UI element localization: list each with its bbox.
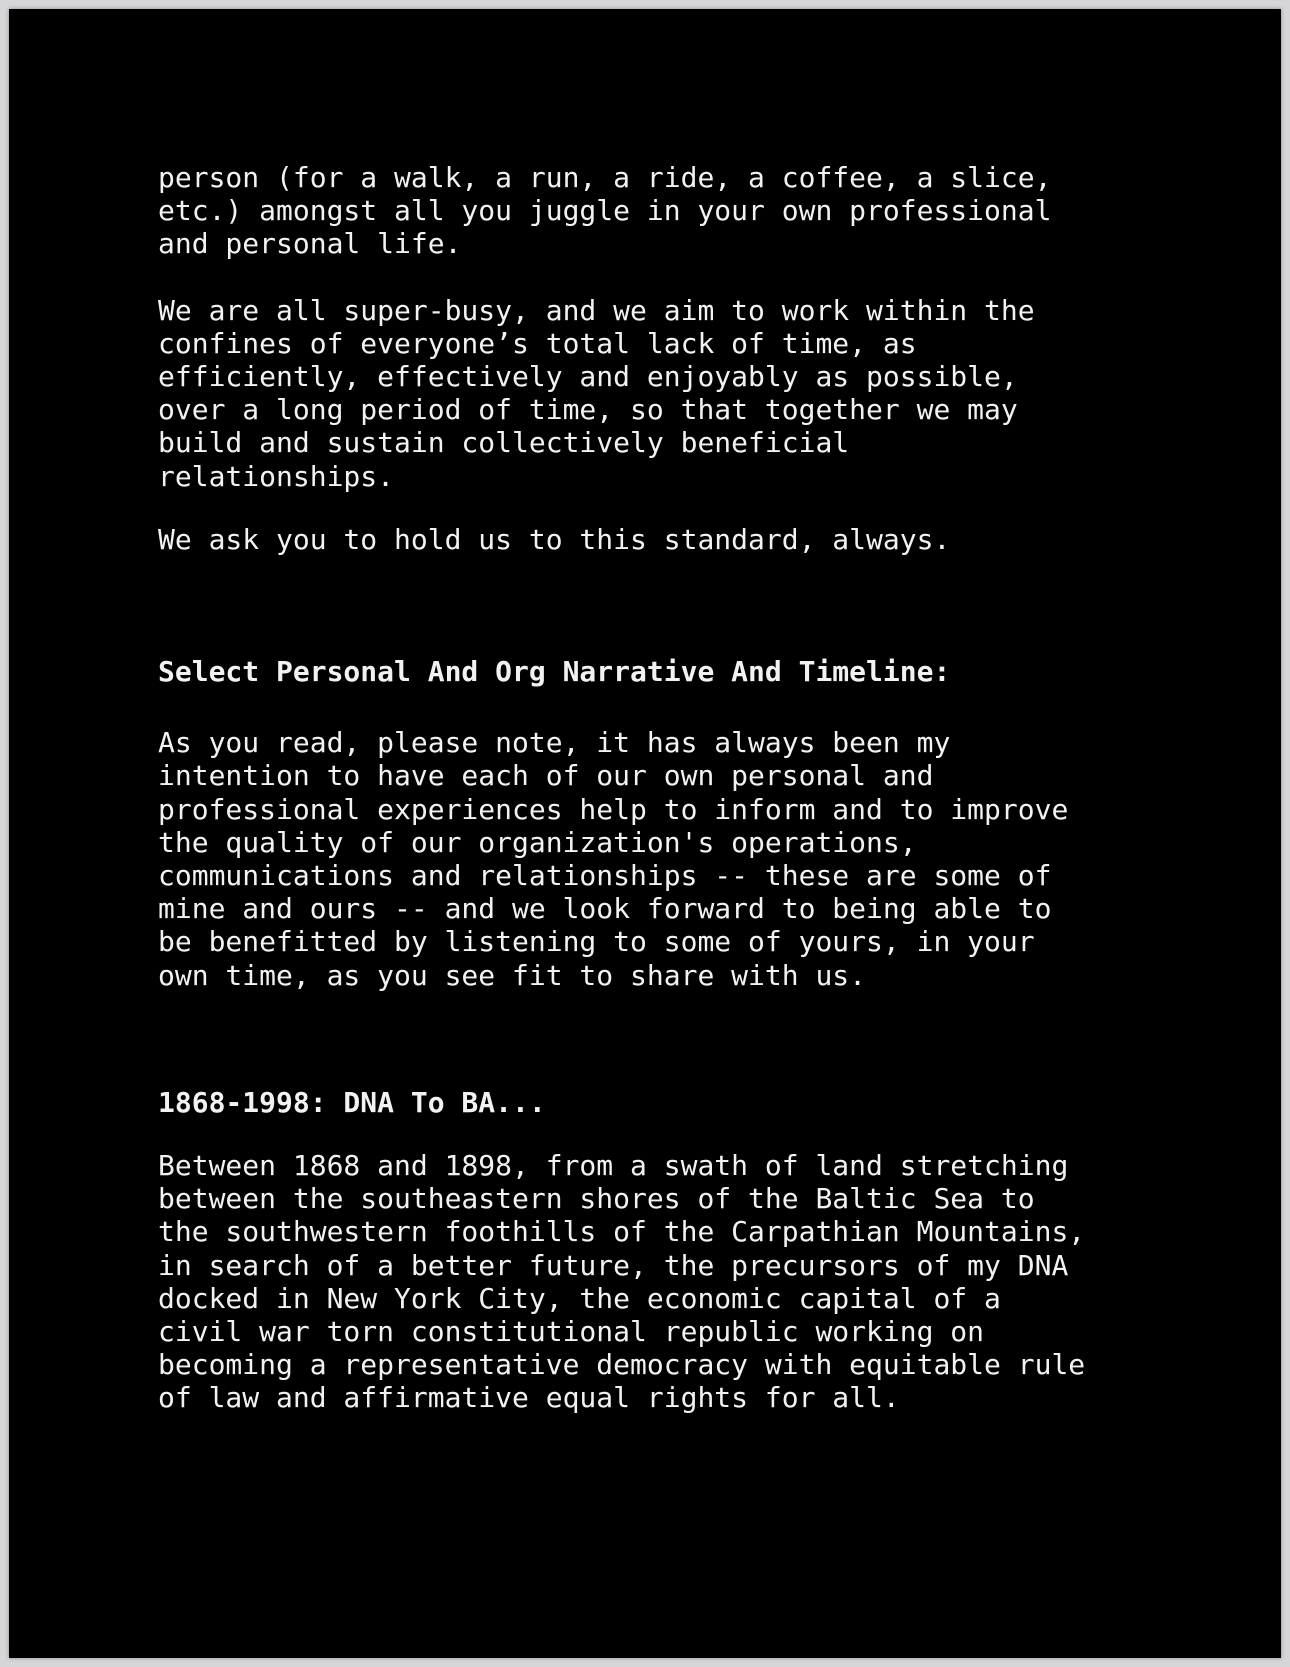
paragraph-intro-continuation: person (for a walk, a run, a ride, a coffee, a slice, etc.) amongst all you juggle in your own professional and personal life. xyxy=(158,161,1052,261)
section-heading-narrative: Select Personal And Org Narrative And Timeline: xyxy=(158,655,951,689)
paragraph-standard: We ask you to hold us to this standard, always. xyxy=(158,522,951,556)
document-body xyxy=(158,161,1158,1415)
paragraph-narrative-intro: As you read, please note, it has always been my intention to have each of our own personal and professional experiences help to inform and to improve the quality of our organization's operations, communications and relationships -- these are some of mine and ours -- and we look forward to being able to be benefitted by listening to some of yours, in your own time, as you see fit to share with us. xyxy=(158,726,1069,992)
paragraph-busy: We are all super-busy, and we aim to work within the confines of everyone’s total lack of time, as efficiently, effectively and enjoyably as possible, over a long period of time, so that together we may build and sustain collectively beneficial relationships. xyxy=(158,293,1035,493)
document-page xyxy=(9,9,1281,1658)
paragraph-dna-history: Between 1868 and 1898, from a swath of land stretching between the southeastern shores of the Baltic Sea to the southwestern foothills of the Carpathian Mountains, in search of a better future, the precursors of my DNA docked in New York City, the economic capital of a civil war torn constitutional republic working on becoming a representative democracy with equitable rule of law and affirmative equal rights for all. xyxy=(158,1149,1086,1415)
section-heading-timeline: 1868-1998: DNA To BA... xyxy=(158,1085,546,1119)
